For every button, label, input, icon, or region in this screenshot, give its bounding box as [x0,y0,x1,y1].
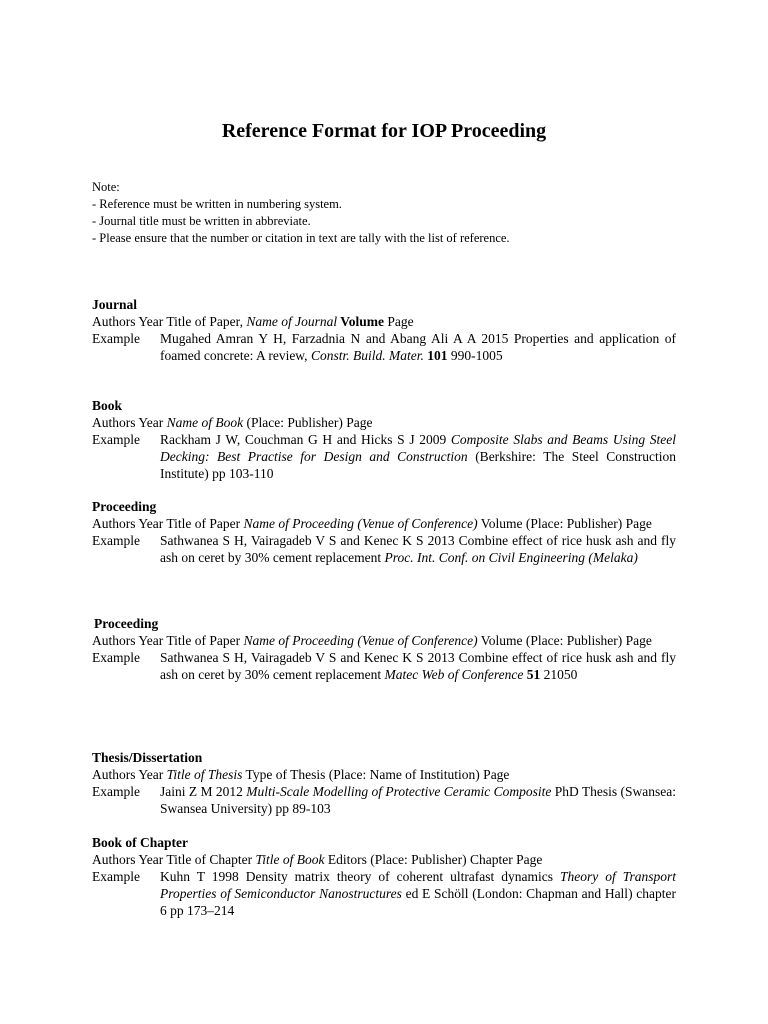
section-heading: Journal [92,297,138,312]
example-entry [92,431,676,482]
example-text: Rackham J W, Couchman G H and Hicks S J 2009 Composite Slabs and Beams Using Steel Decking: Best Practise for Design and Construction (Berkshire: The Steel Construction Institute) pp 103-110 [160,432,676,481]
section-proceeding [92,498,676,566]
example-entry [92,649,676,683]
format-line: Authors Year Title of Chapter Title of Book Editors (Place: Publisher) Chapter Page [92,852,543,867]
section-heading: Thesis/Dissertation [92,750,203,765]
format-line: Authors Year Title of Paper Name of Proceeding (Venue of Conference) Volume (Place: Publisher) Page [92,633,652,648]
notes-block [92,179,682,247]
format-line: Authors Year Title of Paper, Name of Journal Volume Page [92,314,414,329]
section-heading: Proceeding [94,616,159,631]
format-line: Authors Year Name of Book (Place: Publisher) Page [92,415,373,430]
section-heading: Book of Chapter [92,835,189,850]
example-text: Mugahed Amran Y H, Farzadnia N and Abang Ali A A 2015 Properties and application of foamed concrete: A review, Constr. Build. Mater. 101 990-1005 [160,331,676,363]
example-text: Jaini Z M 2012 Multi-Scale Modelling of Protective Ceramic Composite PhD Thesis (Swansea: Swansea University) pp 89-103 [160,784,677,816]
section-heading: Book [92,398,123,413]
example-entry [92,330,676,364]
example-label: Example [92,650,140,665]
example-entry [92,868,676,919]
example-entry [92,532,676,566]
example-label: Example [92,432,140,447]
section-thesis [92,749,676,817]
example-label: Example [92,331,140,346]
section-journal [92,296,676,364]
example-text: Kuhn T 1998 Density matrix theory of coherent ultrafast dynamics Theory of Transport Properties of Semiconductor Nanostructures ed E Schöll (London: Chapman and Hall) chapter 6 pp 173–214 [160,869,677,918]
section-book-chapter [92,834,676,919]
section-proceeding [92,615,676,683]
example-label: Example [92,869,140,884]
example-label: Example [92,533,140,548]
example-text: Sathwanea S H, Vairagadeb V S and Kenec K S 2013 Combine effect of rice husk ash and fly ash on ceret by 30% cement replacement Matec Web of Conference 51 21050 [160,650,676,682]
example-label: Example [92,784,140,799]
format-line: Authors Year Title of Thesis Type of Thesis (Place: Name of Institution) Page [92,767,510,782]
section-heading: Proceeding [92,499,157,514]
notes-heading: Note: [92,180,120,194]
example-entry [92,783,676,817]
format-line: Authors Year Title of Paper Name of Proceeding (Venue of Conference) Volume (Place: Publisher) Page [92,516,652,531]
example-text: Sathwanea S H, Vairagadeb V S and Kenec K S 2013 Combine effect of rice husk ash and fly ash on ceret by 30% cement replacement Proc. Int. Conf. on Civil Engineering (Melaka) [160,533,676,565]
note-item: - Reference must be written in numbering system. [92,197,342,211]
page-title: Reference Format for IOP Proceeding [221,120,547,142]
note-item: - Journal title must be written in abbreviate. [92,214,311,228]
note-item: - Please ensure that the number or citation in text are tally with the list of reference. [92,231,510,245]
section-book [92,397,676,482]
